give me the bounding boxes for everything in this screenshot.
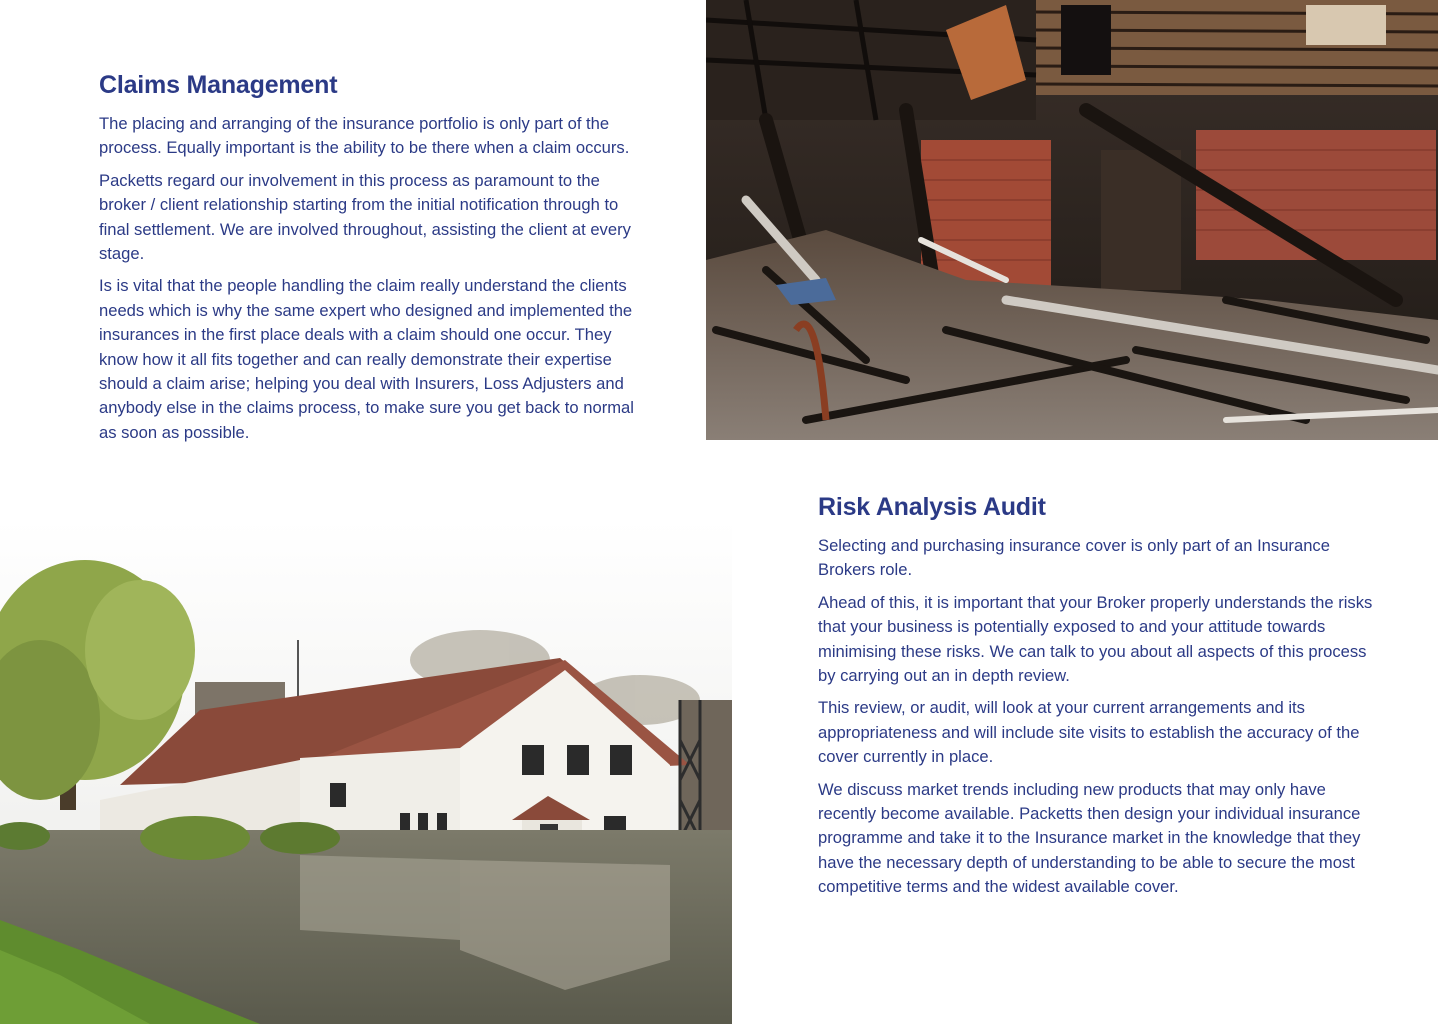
flooded-house-photo xyxy=(0,520,732,1024)
risk-paragraph-3: This review, or audit, will look at your current arrangements and its appropriateness and will include site visits to establish the accuracy of the cover currently in place. xyxy=(818,698,1360,767)
claims-management-heading: Claims Management xyxy=(99,71,338,99)
claims-paragraph-2: Packetts regard our involvement in this process as paramount to the broker / client relationship starting from the initial notification through to final settlement. We are involved throughout, assisting the client at every stage. xyxy=(99,170,631,264)
claims-paragraph-1: The placing and arranging of the insurance portfolio is only part of the process. Equally important is the ability to be there when a claim occurs. xyxy=(99,114,630,158)
risk-paragraph-2: Ahead of this, it is important that your Broker properly understands the risks that your business is potentially exposed to and your attitude towards minimising these risks. We can talk to you about all aspects of this process by carrying out an in depth review. xyxy=(818,592,1373,686)
claims-paragraph-3: Is is vital that the people handling the claim really understand the clients needs which is why the same expert who designed and implemented the insurances in the first place deals with a claim should one occur. They know how it all fits together and can really demonstrate their expertise should a claim arise; helping you deal with Insurers, Loss Adjusters and anybody else in the claims process, to make sure you get back to normal as soon as possible. xyxy=(99,276,634,442)
fire-damage-illustration xyxy=(706,0,1438,440)
risk-analysis-heading: Risk Analysis Audit xyxy=(818,493,1046,521)
fire-damage-photo xyxy=(706,0,1438,440)
claims-management-section xyxy=(99,71,647,453)
risk-paragraph-4: We discuss market trends including new products that may only have recently become available. Packetts then design your individual insurance programme and take it to the Insurance market in the knowledge that they have the necessary depth of understanding to be able to secure the most competitive terms and the widest available cover. xyxy=(818,779,1361,897)
risk-analysis-section xyxy=(818,493,1374,908)
flooded-house-illustration xyxy=(0,520,732,1024)
risk-paragraph-1: Selecting and purchasing insurance cover is only part of an Insurance Brokers role. xyxy=(818,536,1330,580)
